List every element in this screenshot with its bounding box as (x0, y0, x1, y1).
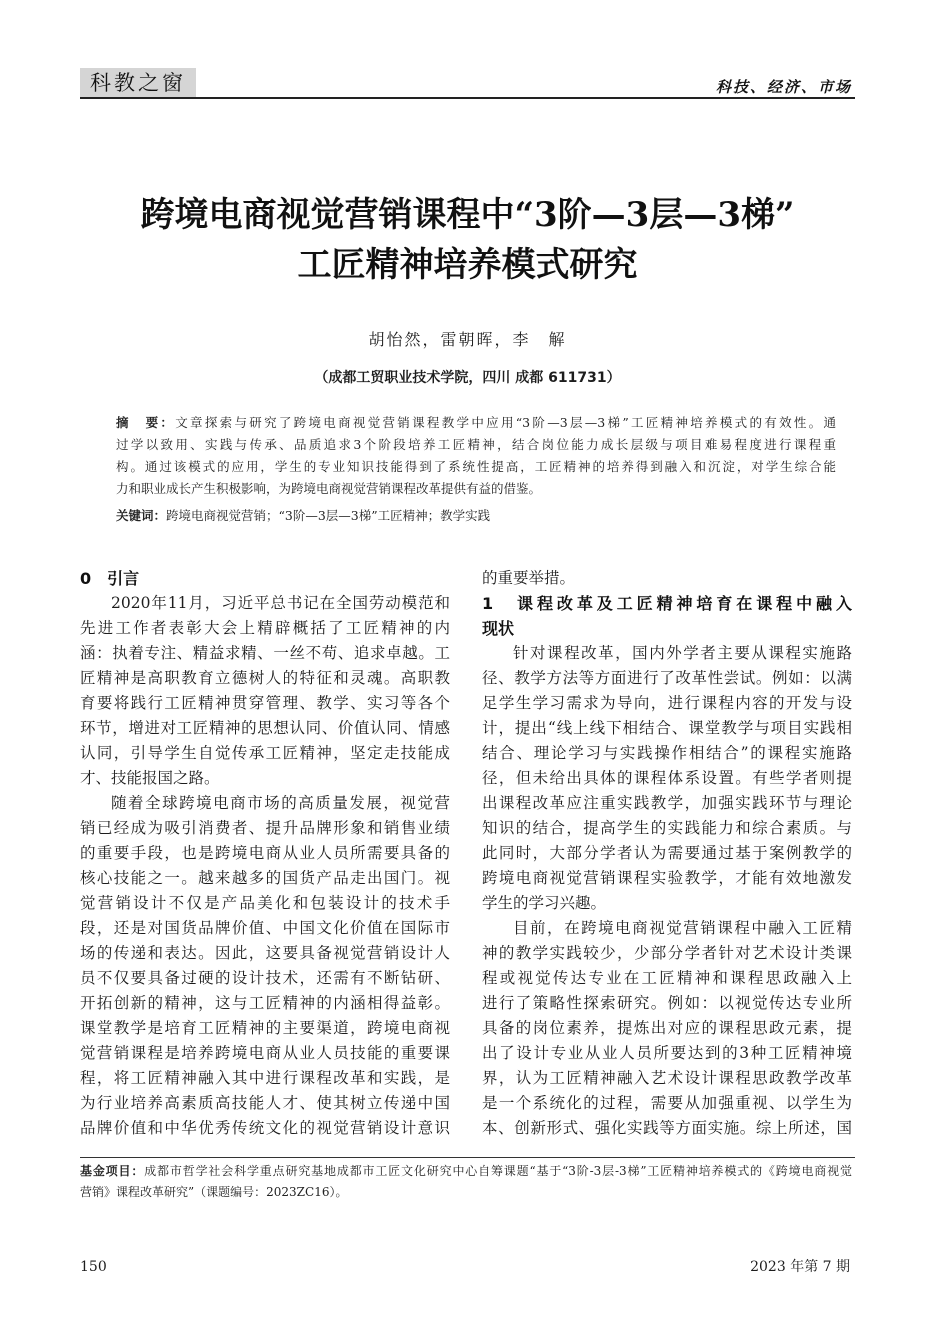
body-line: 涵：执着专注、精益求精、一丝不苟、追求卓越。工 (80, 644, 450, 662)
body-line: 段，还是对国货品牌价值、中国文化价值在国际市 (80, 919, 450, 937)
body-line: 场的传递和表达。因此，这要具备视觉营销设计人 (80, 944, 450, 962)
affiliation: （成都工贸职业技术学院，四川 成都 611731） (314, 370, 621, 386)
body-line: 觉营销课程是培养跨境电商从业人员技能的重要课 (80, 1044, 450, 1062)
body-line: 计，提出“线上线下相结合、课堂教学与项目实践相 (482, 719, 852, 737)
body-line: 径、教学方法等方面进行了改革性尝试。例如：以满 (482, 669, 852, 687)
body-line: 界，认为工匠精神融入艺术设计课程思政教学改革 (482, 1069, 852, 1087)
body-line: 径，但未给出具体的课程体系设置。有些学者则提 (482, 769, 852, 787)
body-line: 足学生学习需求为导向，进行课程内容的开发与设 (482, 694, 852, 712)
body-line: 认同，引导学生自觉传承工匠精神，坚定走技能成 (80, 744, 450, 762)
abstract (116, 412, 836, 500)
footnote-text: 成都市哲学社会科学重点研究基地成都市工匠文化研究中心自筹课题“基于“3阶-3层-3梯”工匠精神培养模式的《跨境电商视觉 (144, 1164, 852, 1178)
body-line: 课堂教学是培育工匠精神的主要渠道，跨境电商视 (80, 1019, 450, 1037)
article-title-line-1: 跨境电商视觉营销课程中“3阶—3层—3梯” (140, 195, 795, 235)
body-line: 育要将践行工匠精神贯穿管理、教学、实习等各个 (80, 694, 450, 712)
authors: 胡怡然，雷朝晖，李 解 (368, 330, 567, 349)
footnote-label: 基金项目： (80, 1164, 145, 1178)
body-line: 具备的岗位素养，提炼出对应的课程思政元素，提 (482, 1019, 852, 1037)
body-line: 匠精神是高职教育立德树人的特征和灵魂。高职教 (80, 669, 450, 687)
footnote-line (80, 1161, 852, 1182)
footnote-rule (80, 1157, 855, 1158)
article-title-line-2: 工匠精神培养模式研究 (297, 245, 638, 285)
right-column (482, 566, 852, 1141)
section-heading-continued: 现状 (482, 619, 515, 638)
body-line: 为行业培养高素质高技能人才、使其树立传递中国 (80, 1094, 450, 1112)
footnote-line: 营销》课程改革研究”（课题编号：2023ZC16）。 (80, 1185, 348, 1199)
body-line: 程，将工匠精神融入其中进行课程改革和实践，是 (80, 1069, 450, 1087)
abstract-label: 摘 要： (116, 415, 176, 430)
abstract-line (116, 412, 836, 434)
keywords-text: 跨境电商视觉营销；“3阶—3层—3梯”工匠精神；教学实践 (166, 508, 491, 523)
header-rule (80, 97, 855, 99)
body-line: 员不仅要具备过硬的设计技术，还需有不断钻研、 (80, 969, 450, 987)
body-line: 销已经成为吸引消费者、提升品牌形象和销售业绩 (80, 819, 450, 837)
body-line: 此同时，大部分学者认为需要通过基于案例教学的 (482, 844, 852, 862)
body-line: 知识的结合，提高学生的实践能力和综合素质。与 (482, 819, 852, 837)
journal-sections: 科技、经济、市场 (715, 78, 852, 96)
section-heading: 0 引言 (80, 569, 140, 588)
issue-label: 2023 年第 7 期 (750, 1259, 850, 1275)
body-line: 程或视觉传达专业在工匠精神和课程思政融入上 (482, 969, 852, 987)
left-column (80, 566, 450, 1141)
body-line: 是一个系统化的过程，需要从加强重视、以学生为 (482, 1094, 852, 1112)
body-line: 品牌价值和中华优秀传统文化的视觉营销设计意识 (80, 1119, 450, 1137)
body-line: 觉营销设计不仅是产品美化和包装设计的技术手 (80, 894, 450, 912)
abstract-line: 过学以致用、实践与传承、品质追求3个阶段培养工匠精神，结合岗位能力成长层级与项目难易程度进行课程重 (116, 437, 836, 452)
body-line: 的重要手段，也是跨境电商从业人员所需要具备的 (80, 844, 450, 862)
body-line: 针对课程改革，国内外学者主要从课程实施路 (513, 644, 852, 662)
body-line: 先进工作者表彰大会上精辟概括了工匠精神的内 (80, 619, 450, 637)
body-line: 开拓创新的精神，这与工匠精神的内涵相得益彰。 (80, 994, 450, 1012)
body-line: 目前，在跨境电商视觉营销课程中融入工匠精 (513, 919, 852, 937)
body-line: 进行了策略性探索研究。例如：以视觉传达专业所 (482, 994, 852, 1012)
body-line: 随着全球跨境电商市场的高质量发展，视觉营 (111, 794, 450, 812)
body-line: 环节，增进对工匠精神的思想认同、价值认同、情感 (80, 719, 450, 737)
body-line: 的重要举措。 (482, 569, 576, 587)
body-line: 跨境电商视觉营销课程实验教学，才能有效地激发 (482, 869, 852, 887)
keywords (116, 505, 836, 527)
body-line: 本、创新形式、强化实践等方面实施。综上所述，国 (482, 1119, 852, 1137)
body-line: 结合、理论学习与实践操作相结合”的课程实施路 (482, 744, 852, 762)
section-heading: 1 课程改革及工匠精神培育在课程中融入 (482, 594, 852, 613)
body-line: 才、技能报国之路。 (80, 769, 220, 787)
body-line: 2020年11月，习近平总书记在全国劳动模范和 (111, 594, 450, 612)
body-line: 核心技能之一。越来越多的国货产品走出国门。视 (80, 869, 450, 887)
body-line: 神的教学实践较少，少部分学者针对艺术设计类课 (482, 944, 852, 962)
footnote (80, 1161, 852, 1203)
abstract-line: 力和职业成长产生积极影响，为跨境电商视觉营销课程改革提供有益的借鉴。 (116, 481, 542, 496)
abstract-text: 文章探索与研究了跨境电商视觉营销课程教学中应用“3阶—3层—3梯”工匠精神培养模式的有效性。通 (175, 415, 836, 430)
abstract-line: 构。通过该模式的应用，学生的专业知识技能得到了系统性提高，工匠精神的培养得到融入和沉淀，对学生综合能 (116, 459, 836, 474)
body-line: 学生的学习兴趣。 (482, 894, 607, 912)
body-line: 出了设计专业从业人员所要达到的3种工匠精神境 (482, 1044, 852, 1062)
section-tab: 科教之窗 (80, 68, 196, 98)
body-line: 出课程改革应注重实践教学，加强实践环节与理论 (482, 794, 852, 812)
keywords-label: 关键词： (116, 508, 167, 523)
page-number: 150 (80, 1259, 107, 1275)
